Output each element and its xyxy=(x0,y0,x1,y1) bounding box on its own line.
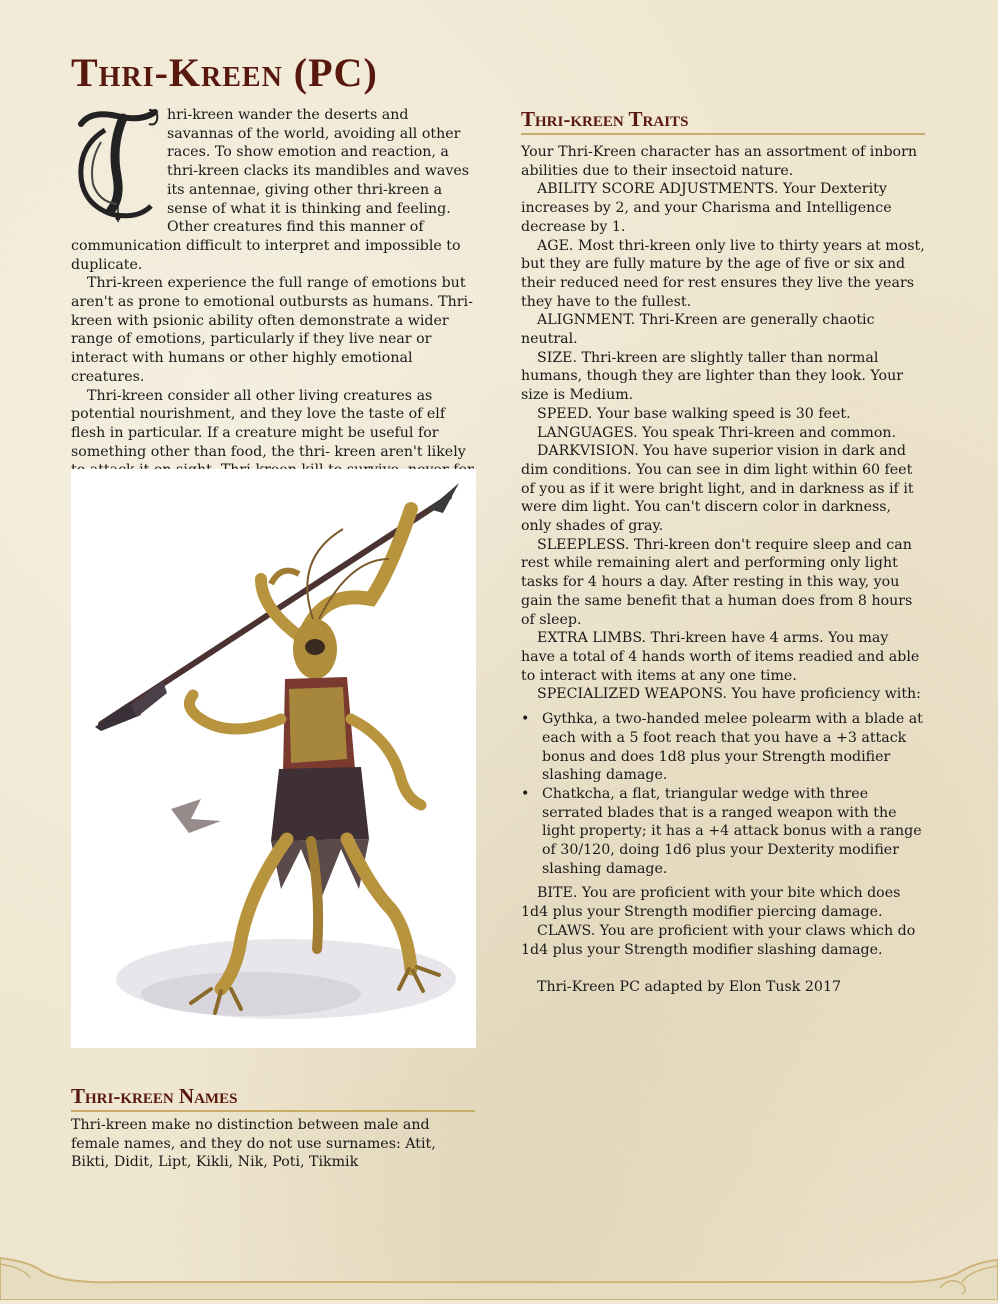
list-item: • Chatkcha, a flat, triangular wedge with three serrated blades that is a ranged weapon with the light property; it has a +4 attack bonus with a range of 30/120, doing 1d6 plus your Dexterity modifier slashing damage. xyxy=(542,785,925,879)
trait-ability-scores: ABILITY SCORE ADJUSTMENTS. Your Dexterity increases by 2, and your Charisma and Intelligence decrease by 1. xyxy=(521,181,892,235)
trait-size: SIZE. Thri-kreen are slightly taller than normal humans, though they are lighter than they look. Your size is Medium. xyxy=(521,349,903,404)
list-item: • Gythka, a two-handed melee polearm with a blade at each with a 5 foot reach that you have a +3 attack bonus and does 1d8 plus your Strength modifier slashing damage. xyxy=(542,710,925,785)
intro-paragraph: hri-kreen wander the deserts and savannas of the world, avoiding all other races. To show emotion and reaction, a thri-kreen clacks its mandibles and waves its antennae, giving other thri-kreen a sense of what it is thinking and feeling. Other creatures find this manner of communication difficult to interpret and impossible to duplicate. xyxy=(71,107,470,273)
names-heading: Thri-kreen Names xyxy=(71,1083,475,1112)
intro-paragraph: Thri-kreen experience the full range of emotions but aren't as prone to emotional outbursts as humans. Thri-kreen with psionic ability often demonstrate a wider range of emotions, particularly if they live near or interact with humans or other highly emotional creatures. xyxy=(71,275,473,385)
trait-speed: SPEED. Your base walking speed is 30 feet. xyxy=(537,405,851,422)
trait-specialized-weapons: SPECIALIZED WEAPONS. You have proficiency with: xyxy=(537,686,921,703)
drop-cap-t-icon xyxy=(71,106,163,222)
weapons-list xyxy=(521,710,925,878)
credit-line: Thri-Kreen PC adapted by Elon Tusk 2017 xyxy=(537,978,841,995)
trait-sleepless: SLEEPLESS. Thri-kreen don't require sleep and can rest while remaining alert and performing only light tasks for 4 hours a day. After resting in this way, you gain the same benefit that a human does from 8 hours of sleep. xyxy=(521,536,913,628)
trait-extra-limbs: EXTRA LIMBS. Thri-kreen have 4 arms. You may have a total of 4 hands worth of items readied and able to interact with items at any one time. xyxy=(521,630,920,684)
trait-claws: CLAWS. You are proficient with your claws which do 1d4 plus your Strength modifier slashing damage. xyxy=(521,922,916,958)
traits-heading: Thri-kreen Traits xyxy=(521,106,925,135)
trait-darkvision: DARKVISION. You have superior vision in dark and dim conditions. You can see in dim light within 60 feet of you as if it were bright light, and in darkness as if it were dim light. You can't discern color in darkness, only shades of gray. xyxy=(521,443,914,535)
trait-languages: LANGUAGES. You speak Thri-kreen and common. xyxy=(537,424,897,441)
trait-bite: BITE. You are proficient with your bite which does 1d4 plus your Strength modifier piercing damage. xyxy=(521,885,901,921)
thri-kreen-illustration xyxy=(71,469,476,1048)
traits-column xyxy=(521,106,925,997)
trait-age: AGE. Most thri-kreen only live to thirty years at most, but they are fully mature by the age of five or six and their reduced need for rest ensures they live the years they have to the fullest. xyxy=(521,237,925,310)
trait-alignment: ALIGNMENT. Thri-Kreen are generally chaotic neutral. xyxy=(521,312,875,348)
intro-paragraph: Thri-kreen consider all other living creatures as potential nourishment, and they love the taste of elf flesh in particular. If a creature might be useful for something other than food, the thri- kreen aren't likely xyxy=(71,387,466,460)
traits-intro: Your Thri-Kreen character has an assortment of inborn abilities due to their insectoid nature. xyxy=(521,144,918,179)
intro-column xyxy=(71,106,475,499)
names-text: Thri-kreen make no distinction between male and female names, and they do not use surnames: Atit, Bikti, Didit, Lipt, Kikli, Nik, Poti, Tikmik xyxy=(71,1117,436,1171)
page-title: Thri-Kreen (PC) xyxy=(71,50,378,95)
footer-scroll-border-icon xyxy=(0,1248,998,1300)
names-section xyxy=(71,1083,475,1172)
